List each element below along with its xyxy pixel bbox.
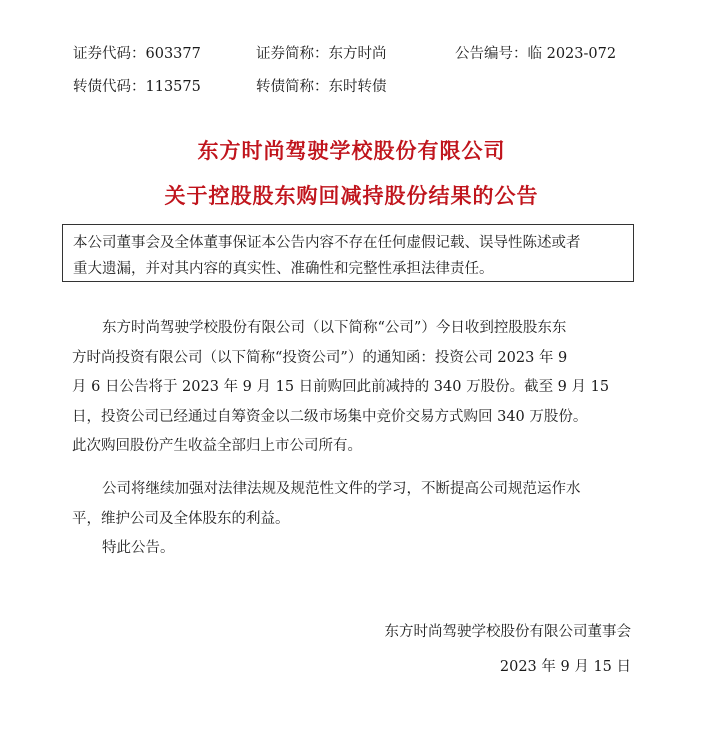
announcement-number: 公告编号：临 2023-072 bbox=[455, 46, 617, 62]
closing-line: 特此公告。 bbox=[102, 540, 175, 556]
body-paragraph-3 bbox=[72, 534, 638, 564]
title-subject: 关于控股股东购回减持股份结果的公告 bbox=[164, 184, 539, 208]
signature-company: 东方时尚驾驶学校股份有限公司董事会 bbox=[384, 624, 631, 640]
bond-code: 转债代码：113575 bbox=[73, 79, 201, 95]
disclaimer-line: 重大遗漏，并对其内容的真实性、准确性和完整性承担法律责任。 bbox=[73, 261, 494, 277]
stock-code: 证券代码：603377 bbox=[73, 46, 201, 62]
title-company: 东方时尚驾驶学校股份有限公司 bbox=[197, 139, 506, 163]
paragraph-line: 方时尚投资有限公司（以下简称“投资公司”）的通知函：投资公司 2023 年 9 bbox=[72, 349, 568, 366]
signature-date: 2023 年 9 月 15 日 bbox=[499, 659, 631, 675]
paragraph-line: 日，投资公司已经通过自筹资金以二级市场集中竞价交易方式购回 340 万股份。 bbox=[72, 408, 588, 425]
paragraph-line: 平，维护公司及全体股东的利益。 bbox=[72, 510, 290, 527]
paragraph-line: 东方时尚驾驶学校股份有限公司（以下简称“公司”）今日收到控股股东东 bbox=[102, 320, 567, 336]
bond-abbr: 转债简称：东时转债 bbox=[256, 79, 387, 95]
paragraph-line: 月 6 日公告将于 2023 年 9 月 15 日前购回此前减持的 340 万股份。截至 9 月 15 bbox=[72, 379, 610, 395]
body-paragraph-2 bbox=[72, 475, 638, 534]
stock-abbr: 证券简称：东方时尚 bbox=[256, 46, 387, 62]
paragraph-line: 公司将继续加强对法律法规及规范性文件的学习，不断提高公司规范运作水 bbox=[102, 481, 581, 497]
paragraph-line: 此次购回股份产生收益全部归上市公司所有。 bbox=[72, 438, 362, 454]
disclaimer-line: 本公司董事会及全体董事保证本公告内容不存在任何虚假记载、误导性陈述或者 bbox=[73, 235, 581, 251]
body-paragraph-1 bbox=[72, 314, 638, 462]
disclaimer-box bbox=[62, 224, 634, 282]
